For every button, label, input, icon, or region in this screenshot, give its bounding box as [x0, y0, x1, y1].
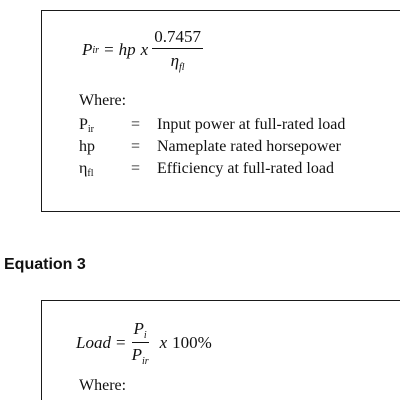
input-power-formula [82, 27, 207, 73]
formula-lhs-symbol: P [82, 40, 93, 59]
definition-row-input-power [79, 116, 345, 138]
symbol-subscript: ir [87, 124, 95, 135]
definition-equals: = [131, 138, 141, 155]
formula-percent: 100% [172, 333, 212, 352]
definitions-list [79, 116, 345, 182]
formula-hp: hp [118, 40, 136, 59]
formula-lhs-subscript: ir [92, 44, 100, 56]
where-label: Where: [79, 92, 127, 109]
denominator-subscript: fl [179, 62, 185, 73]
definition-symbol [79, 138, 131, 157]
definition-text: Efficiency at full-rated load [157, 160, 334, 177]
formula-times: x [159, 333, 168, 352]
definition-text: Input power at full-rated load [157, 116, 346, 133]
symbol-main: P [79, 116, 88, 133]
definition-symbol [79, 160, 131, 179]
where-label: Where: [79, 377, 127, 394]
fraction-denominator [169, 49, 187, 73]
load-formula [76, 319, 212, 367]
formula-times: x [140, 40, 149, 59]
symbol-subscript: fl [87, 168, 94, 179]
definition-text: Nameplate rated horsepower [157, 138, 341, 155]
definition-equals: = [131, 160, 141, 177]
formula-equals: = [115, 333, 126, 352]
fraction-numerator [132, 319, 149, 343]
definition-row-horsepower [79, 138, 345, 160]
denominator-subscript: ir [141, 356, 149, 367]
fraction-numerator: 0.7457 [152, 27, 203, 49]
formula-load: Load [76, 333, 111, 352]
definition-equals: = [131, 116, 141, 133]
formula-equals: = [104, 40, 114, 59]
numerator-symbol: P [133, 319, 144, 338]
symbol-main: η [79, 160, 88, 177]
fraction-denominator [130, 343, 151, 367]
formula-fraction [152, 27, 203, 73]
symbol-main: hp [79, 138, 95, 155]
equation-2-box [41, 10, 400, 212]
denominator-symbol: η [170, 51, 180, 70]
numerator-subscript: i [143, 330, 147, 341]
equation-3-heading: Equation 3 [4, 256, 86, 273]
definition-row-efficiency [79, 160, 345, 182]
load-fraction [130, 319, 151, 367]
definition-symbol [79, 116, 131, 135]
denominator-symbol: P [131, 345, 142, 364]
equation-3-box [41, 300, 400, 400]
